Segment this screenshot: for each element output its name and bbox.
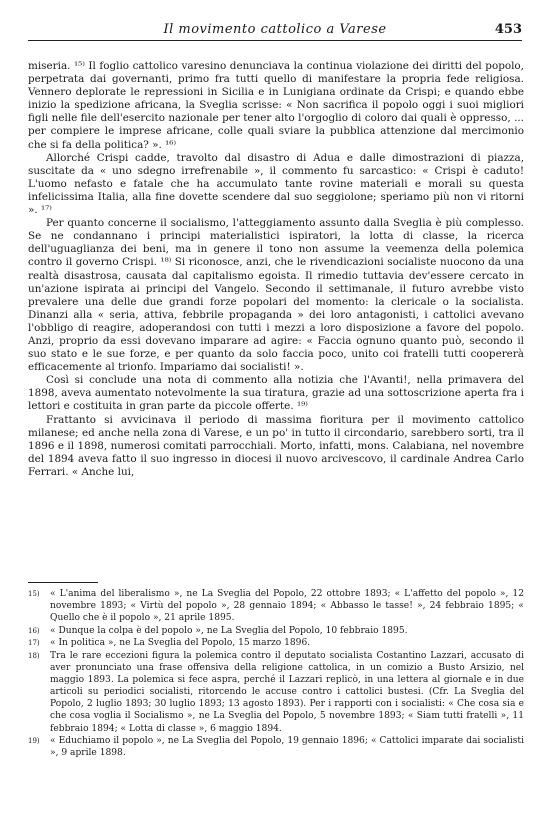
footnote-number: 15) <box>28 590 40 598</box>
footnote <box>28 637 524 649</box>
running-title: Il movimento cattolico a Varese <box>163 22 387 37</box>
paragraph: Allorché Crispi cadde, travolto dal disastro di Adua e dalle dimostrazioni di piazza, suscitate da « uno sdegno irrefrenabile », il commento fu sarcastico: « Crispi è caduto! L'uomo nefasto e fatale che ha accumulato tante rovine materiali e morali su questa infelicissima Italia, alla fine dovette scendere dal suo seggiolone; speriamo più non vi ritorni ». ¹⁷⁾ <box>28 151 524 217</box>
paragraph: miseria. ¹⁵⁾ Il foglio cattolico varesino denunciava la continua violazione dei diritti del popolo, perpetrata dai governanti, primo fra tutti quello di manifestare la propria fede religiosa. Vennero deplorate le repressioni in Sicilia e in Lunigiana ordinate da Crispi; e quando ebbe inizio la spedizione africana, la Sveglia scrisse: « Non sacrifica il popolo oggi i suoi migliori figli nelle file dell'esercito nazionale per tener alto l'orgoglio di coloro dai quali è oppresso, ... per compiere le imprese africane, colle quali sviare la pubblica attenzione dal mercimonio che si fa della politica? ». ¹⁶⁾ <box>28 60 524 151</box>
footnote-number: 16) <box>28 626 40 635</box>
footnote-text: « In politica », ne La Sveglia del Popolo, 15 marzo 1896. <box>50 638 311 649</box>
footnote-text: « Dunque la colpa è del popolo », ne La Sveglia del Popolo, 10 febbraio 1895. <box>50 625 408 636</box>
paragraph: Frattanto si avvicinava il periodo di massima fioritura per il movimento cattolico milanese; ed anche nella zona di Varese, e un po' in tutto il circondario, sarebbero sorti, tra il 1896 e il 1898, numerosi comitati parrocchiali. Morto, infatti, mons. Calabiana, nel novembre del 1894 aveva fatto il suo ingresso in diocesi il nuovo arcivescovo, il cardinale Andrea Carlo Ferrari. « Anche lui, <box>28 413 524 478</box>
footnote <box>28 650 524 735</box>
page-number: 453 <box>494 22 522 37</box>
footnote <box>28 625 524 637</box>
body-text <box>28 60 524 479</box>
footnote <box>28 588 524 624</box>
running-header <box>28 22 522 41</box>
paragraph: Così si conclude una nota di commento alla notizia che l'Avanti!, nella primavera del 1898, aveva aumentato notevolmente la sua tiratura, grazie ad una sottoscrizione aperta fra i lettori e costituita in gran parte da piccole offerte. ¹⁹⁾ <box>28 374 524 413</box>
footnote-number: 17) <box>28 639 40 648</box>
footnote-text: « L'anima del liberalismo », ne La Sveglia del Popolo, 22 ottobre 1893; « L'affetto del popolo », 12 novembre 1893; « Virtù del popolo », 28 gennaio 1894; « Abbasso le tasse! », 24 febbraio 1895; « Quello che è il popolo », 21 aprile 1895. <box>50 589 524 624</box>
footnotes <box>28 588 524 759</box>
footnote-text: « Educhiamo il popolo », ne La Sveglia del Popolo, 19 gennaio 1896; « Cattolici imparate dai socialisti », 9 aprile 1898. <box>50 736 524 759</box>
footnote-number: 19) <box>28 737 40 746</box>
footnote-separator <box>28 582 98 583</box>
footnote-text: Tra le rare eccezioni figura la polemica contro il deputato socialista Costantino Lazzari, accusato di aver pronunciato una frase offensiva della religione cattolica, in un comizio a Busto Arsizio, nel maggio 1893. La polemica si fece aspra, perché il Lazzari replicò, in una lettera al giornale e in due articoli su periodici socialisti, ritorcendo le accuse contro i cattolici bustesi. (Cfr. La Sveglia del Popolo, 2 luglio 1893; 30 luglio 1893; 13 agosto 1893). Per i rapporti con i socialisti: « Che cosa sia e che cosa voglia il Socialismo », ne La Sveglia del Popolo, 5 novembre 1893; « Siam tutti fratelli », 11 febbraio 1894; « Lotta di classe », 6 maggio 1894. <box>50 650 524 734</box>
footnote <box>28 735 524 759</box>
paragraph: Per quanto concerne il socialismo, l'atteggiamento assunto dalla Sveglia è più complesso. Se ne condannano i principi materialistici ispiratori, la lotta di classe, la ricerca dell'uguaglianza dei beni, ma in genere il tono non assume la veemenza della polemica contro il governo Crispi. ¹⁸⁾ Si riconosce, anzi, che le rivendicazioni socialiste nuocono da una realtà disastrosa, causata dal capitalismo egoista. Il rimedio tuttavia dev'essere cercato in un'azione ispirata ai principi del Vangelo. Secondo il settimanale, il futuro avrebbe visto prevalere una delle due grandi forze popolari del momento: la clericale o la socialista. Dinanzi alla « seria, attiva, febbrile propaganda » dei loro antagonisti, i cattolici avevano l'obbligo di reagire, adoperandosi con tutti i mezzi a loro disposizione a favore del popolo. Anzi, proprio da essi dovevano imparare ad agire: « Faccia ognuno quanto può, secondo il suo stato e le sue forze, e per quanto da solo faccia poco, unito coi fratelli tutti coopererà efficacemente al trionfo. Impariamo dai socialisti! ». <box>28 217 524 374</box>
footnote-number: 18) <box>28 651 40 660</box>
